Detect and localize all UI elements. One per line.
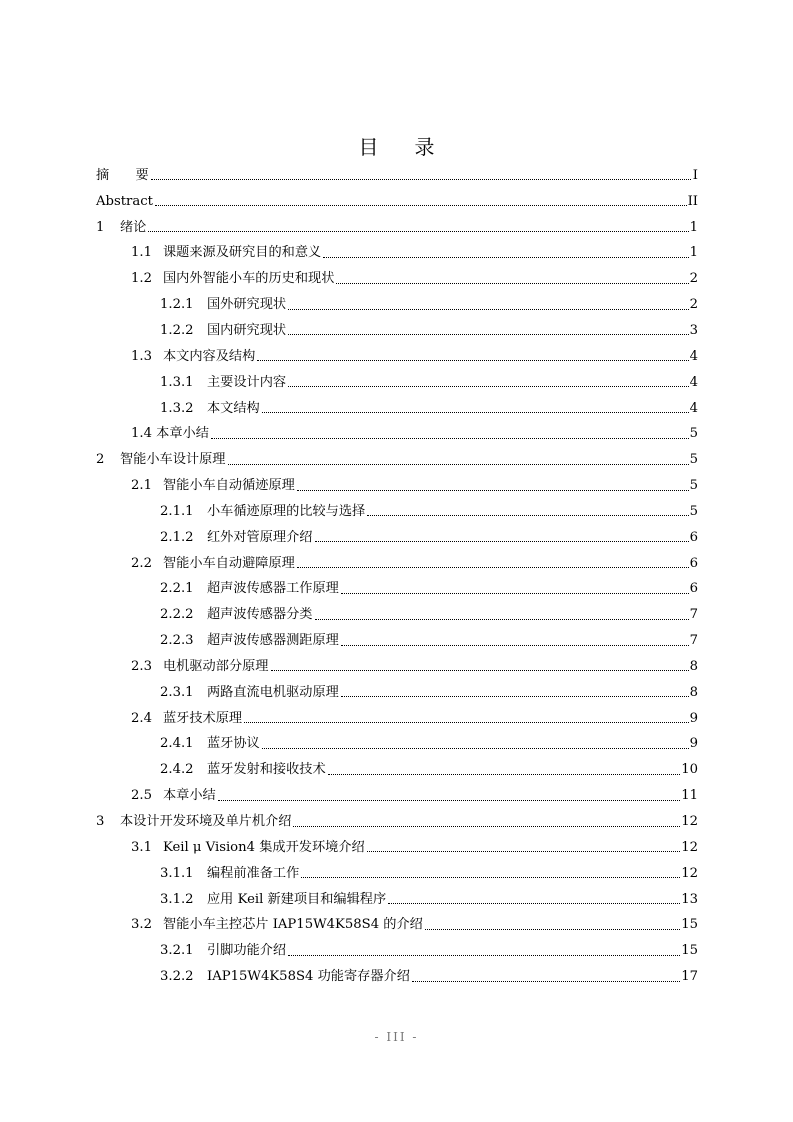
- toc-entry[interactable]: [96, 189, 698, 215]
- toc-entry[interactable]: [96, 421, 698, 447]
- toc-dot-leader: [228, 464, 689, 465]
- toc-entry-number: 2.2.1: [160, 581, 194, 597]
- toc-dot-leader: [315, 541, 689, 542]
- toc-entry[interactable]: [96, 396, 698, 422]
- toc-entry-number: 3.2.1: [160, 943, 194, 959]
- toc-entry-page: 9: [689, 710, 698, 726]
- toc-entry[interactable]: [96, 809, 698, 835]
- toc-dot-leader: [336, 283, 688, 284]
- toc-entry-number: 2.4.1: [160, 736, 194, 752]
- toc-entry-title: 国外研究现状: [207, 297, 287, 313]
- toc-entry-number: 1.2.2: [160, 322, 194, 338]
- toc-entry[interactable]: [96, 344, 698, 370]
- toc-entry-title: 国内研究现状: [207, 322, 287, 338]
- toc-entry-number: 2.3: [131, 658, 152, 674]
- toc-entry-title: 小车循迹原理的比较与选择: [207, 503, 366, 519]
- toc-entry-title: 本文结构: [207, 400, 260, 416]
- toc-entry-page: 12: [681, 865, 698, 881]
- toc-entry-page: 6: [689, 555, 698, 571]
- toc-entry-page: 4: [689, 348, 698, 364]
- toc-dot-leader: [288, 309, 688, 310]
- toc-entry-page: 8: [689, 658, 698, 674]
- toc-entry-number: 2.2: [131, 555, 152, 571]
- toc-entry-page: 11: [681, 788, 698, 804]
- toc-entry-title: 智能小车自动循迹原理: [163, 478, 295, 494]
- toc-entry-page: 5: [689, 478, 698, 494]
- toc-entry-page: 9: [689, 736, 698, 752]
- toc-entry-page: I: [692, 167, 698, 183]
- toc-entry-number: 2.4.2: [160, 762, 194, 778]
- toc-entry-title: 超声波传感器工作原理: [207, 581, 339, 597]
- toc-dot-leader: [341, 593, 689, 594]
- toc-entry-title: 1.4 本章小结: [131, 426, 209, 442]
- toc-entry-page: 12: [681, 814, 698, 830]
- toc-entry-title: 两路直流电机驱动原理: [207, 684, 339, 700]
- toc-entry-page: 5: [689, 452, 698, 468]
- toc-entry-page: 2: [689, 271, 698, 287]
- toc-entry[interactable]: [96, 783, 698, 809]
- toc-entry-page: 15: [681, 917, 698, 933]
- toc-dot-leader: [315, 619, 689, 620]
- toc-dot-leader: [155, 205, 687, 206]
- toc-entry-number: 2.1.2: [160, 529, 194, 545]
- toc-entry[interactable]: [96, 551, 698, 577]
- toc-entry-number: 1.1: [131, 245, 152, 261]
- toc-dot-leader: [262, 412, 689, 413]
- toc-entry-number: 3.2.2: [160, 969, 194, 985]
- toc-entry-title: 应用 Keil 新建项目和编辑程序: [207, 891, 387, 907]
- toc-dot-leader: [262, 748, 689, 749]
- toc-dot-leader: [288, 334, 688, 335]
- toc-entry-number: 2.3.1: [160, 684, 194, 700]
- toc-entry-page: 6: [689, 529, 698, 545]
- toc-entry-number: 2.4: [131, 710, 152, 726]
- toc-entry-title: 引脚功能介绍: [207, 943, 287, 959]
- toc-entry-page: 15: [681, 943, 698, 959]
- toc-entry[interactable]: [96, 447, 698, 473]
- toc-dot-leader: [257, 360, 688, 361]
- toc-entry-title: 编程前准备工作: [207, 865, 300, 881]
- toc-entry-title: 智能小车主控芯片 IAP15W4K58S4 的介绍: [163, 917, 423, 933]
- toc-entry-page: 3: [689, 322, 698, 338]
- toc-title: [0, 131, 793, 160]
- toc-entry-page: II: [687, 193, 698, 209]
- toc-entry[interactable]: [96, 732, 698, 758]
- toc-dot-leader: [271, 670, 689, 671]
- toc-entry[interactable]: [96, 292, 698, 318]
- toc-entry-title: 电机驱动部分原理: [163, 658, 269, 674]
- toc-entry-page: 6: [689, 581, 698, 597]
- toc-entry[interactable]: [96, 577, 698, 603]
- toc-entry-number: 3.2: [131, 917, 152, 933]
- toc-dot-leader: [328, 774, 681, 775]
- toc-entry-title: 超声波传感器测距原理: [207, 633, 339, 649]
- toc-entry[interactable]: [96, 266, 698, 292]
- toc-entry-page: 8: [689, 684, 698, 700]
- toc-entry[interactable]: [96, 473, 698, 499]
- toc-entry-title: 蓝牙发射和接收技术: [207, 762, 326, 778]
- toc-entry[interactable]: [96, 318, 698, 344]
- toc-entry-title: IAP15W4K58S4 功能寄存器介绍: [207, 969, 410, 985]
- toc-entry-title: 蓝牙技术原理: [163, 710, 243, 726]
- toc-entry-page: 5: [689, 503, 698, 519]
- toc-entry-title: 摘 要: [96, 167, 149, 183]
- toc-entry[interactable]: [96, 215, 698, 241]
- toc-entry-title: 主要设计内容: [207, 374, 287, 390]
- toc-entry[interactable]: [96, 525, 698, 551]
- toc-dot-leader: [218, 800, 680, 801]
- toc-entry-number: 3.1: [131, 839, 152, 855]
- toc-dot-leader: [148, 231, 688, 232]
- toc-entry[interactable]: [96, 706, 698, 732]
- toc-entry-title: 蓝牙协议: [207, 736, 260, 752]
- toc-dot-leader: [425, 929, 680, 930]
- toc-entry-number: 1.3.2: [160, 400, 194, 416]
- toc-entry[interactable]: [96, 887, 698, 913]
- toc-entry-title: 本设计开发环境及单片机介绍: [120, 814, 292, 830]
- toc-entry-number: 1.2.1: [160, 297, 194, 313]
- toc-entry-number: 2: [96, 452, 105, 468]
- toc-entry[interactable]: [96, 964, 698, 990]
- toc-entry[interactable]: [96, 938, 698, 964]
- toc-entry[interactable]: [96, 912, 698, 938]
- toc-dot-leader: [412, 981, 680, 982]
- page-number-footer: - III -: [374, 1030, 419, 1044]
- toc-entry-title: 本文内容及结构: [163, 348, 256, 364]
- toc-dot-leader: [293, 826, 680, 827]
- toc-entry[interactable]: [96, 370, 698, 396]
- toc-entry[interactable]: [96, 241, 698, 267]
- toc-entry-page: 4: [689, 400, 698, 416]
- toc-dot-leader: [244, 722, 688, 723]
- toc-entry-title: 红外对管原理介绍: [207, 529, 313, 545]
- toc-entry-page: 1: [689, 219, 698, 235]
- toc-dot-leader: [151, 179, 691, 180]
- toc-dot-leader: [297, 490, 689, 491]
- toc-entry[interactable]: [96, 680, 698, 706]
- toc-title-char-2: 录: [414, 135, 435, 159]
- toc-entry-page: 1: [689, 245, 698, 261]
- toc-entry-title: 国内外智能小车的历史和现状: [163, 271, 335, 287]
- table-of-contents: [96, 163, 698, 990]
- toc-title-char-1: 目: [358, 135, 379, 159]
- toc-dot-leader: [301, 877, 680, 878]
- toc-entry-number: 1.3: [131, 348, 152, 364]
- toc-entry-title: 智能小车自动避障原理: [163, 555, 295, 571]
- toc-entry-page: 7: [689, 633, 698, 649]
- toc-entry-number: 2.1.1: [160, 503, 194, 519]
- toc-dot-leader: [388, 903, 680, 904]
- toc-entry-number: 2.1: [131, 478, 152, 494]
- toc-entry[interactable]: [96, 628, 698, 654]
- toc-entry-title: 课题来源及研究目的和意义: [163, 245, 322, 261]
- toc-entry-page: 7: [689, 607, 698, 623]
- toc-entry-number: 3.1.2: [160, 891, 194, 907]
- toc-entry-page: 4: [689, 374, 698, 390]
- toc-entry-number: 2.2.2: [160, 607, 194, 623]
- toc-dot-leader: [367, 851, 681, 852]
- toc-dot-leader: [297, 567, 689, 568]
- toc-entry-title: 智能小车设计原理: [120, 452, 226, 468]
- toc-dot-leader: [211, 438, 689, 439]
- toc-entry[interactable]: [96, 602, 698, 628]
- toc-dot-leader: [288, 955, 680, 956]
- toc-entry-number: 2.5: [131, 788, 152, 804]
- toc-entry-page: 2: [689, 297, 698, 313]
- toc-entry-page: 12: [681, 839, 698, 855]
- toc-entry-number: 2.2.3: [160, 633, 194, 649]
- toc-entry-title: Abstract: [96, 193, 153, 209]
- toc-entry-page: 17: [681, 969, 698, 985]
- toc-dot-leader: [341, 696, 689, 697]
- toc-entry-number: 1.2: [131, 271, 152, 287]
- toc-entry[interactable]: [96, 163, 698, 189]
- toc-entry-number: 1.3.1: [160, 374, 194, 390]
- toc-entry-title: 超声波传感器分类: [207, 607, 313, 623]
- toc-dot-leader: [323, 257, 688, 258]
- toc-entry[interactable]: [96, 654, 698, 680]
- toc-entry[interactable]: [96, 499, 698, 525]
- toc-entry-title: Keil μ Vision4 集成开发环境介绍: [163, 839, 365, 855]
- toc-entry-page: 10: [681, 762, 698, 778]
- toc-entry-title: 本章小结: [163, 788, 216, 804]
- toc-entry-number: 3: [96, 814, 105, 830]
- toc-entry-page: 13: [681, 891, 698, 907]
- toc-entry[interactable]: [96, 757, 698, 783]
- toc-entry[interactable]: [96, 861, 698, 887]
- toc-entry-number: 3.1.1: [160, 865, 194, 881]
- toc-dot-leader: [367, 515, 688, 516]
- toc-entry-page: 5: [689, 426, 698, 442]
- toc-dot-leader: [288, 386, 688, 387]
- toc-entry[interactable]: [96, 835, 698, 861]
- toc-entry-title: 绪论: [120, 219, 147, 235]
- toc-dot-leader: [341, 645, 689, 646]
- toc-entry-number: 1: [96, 219, 105, 235]
